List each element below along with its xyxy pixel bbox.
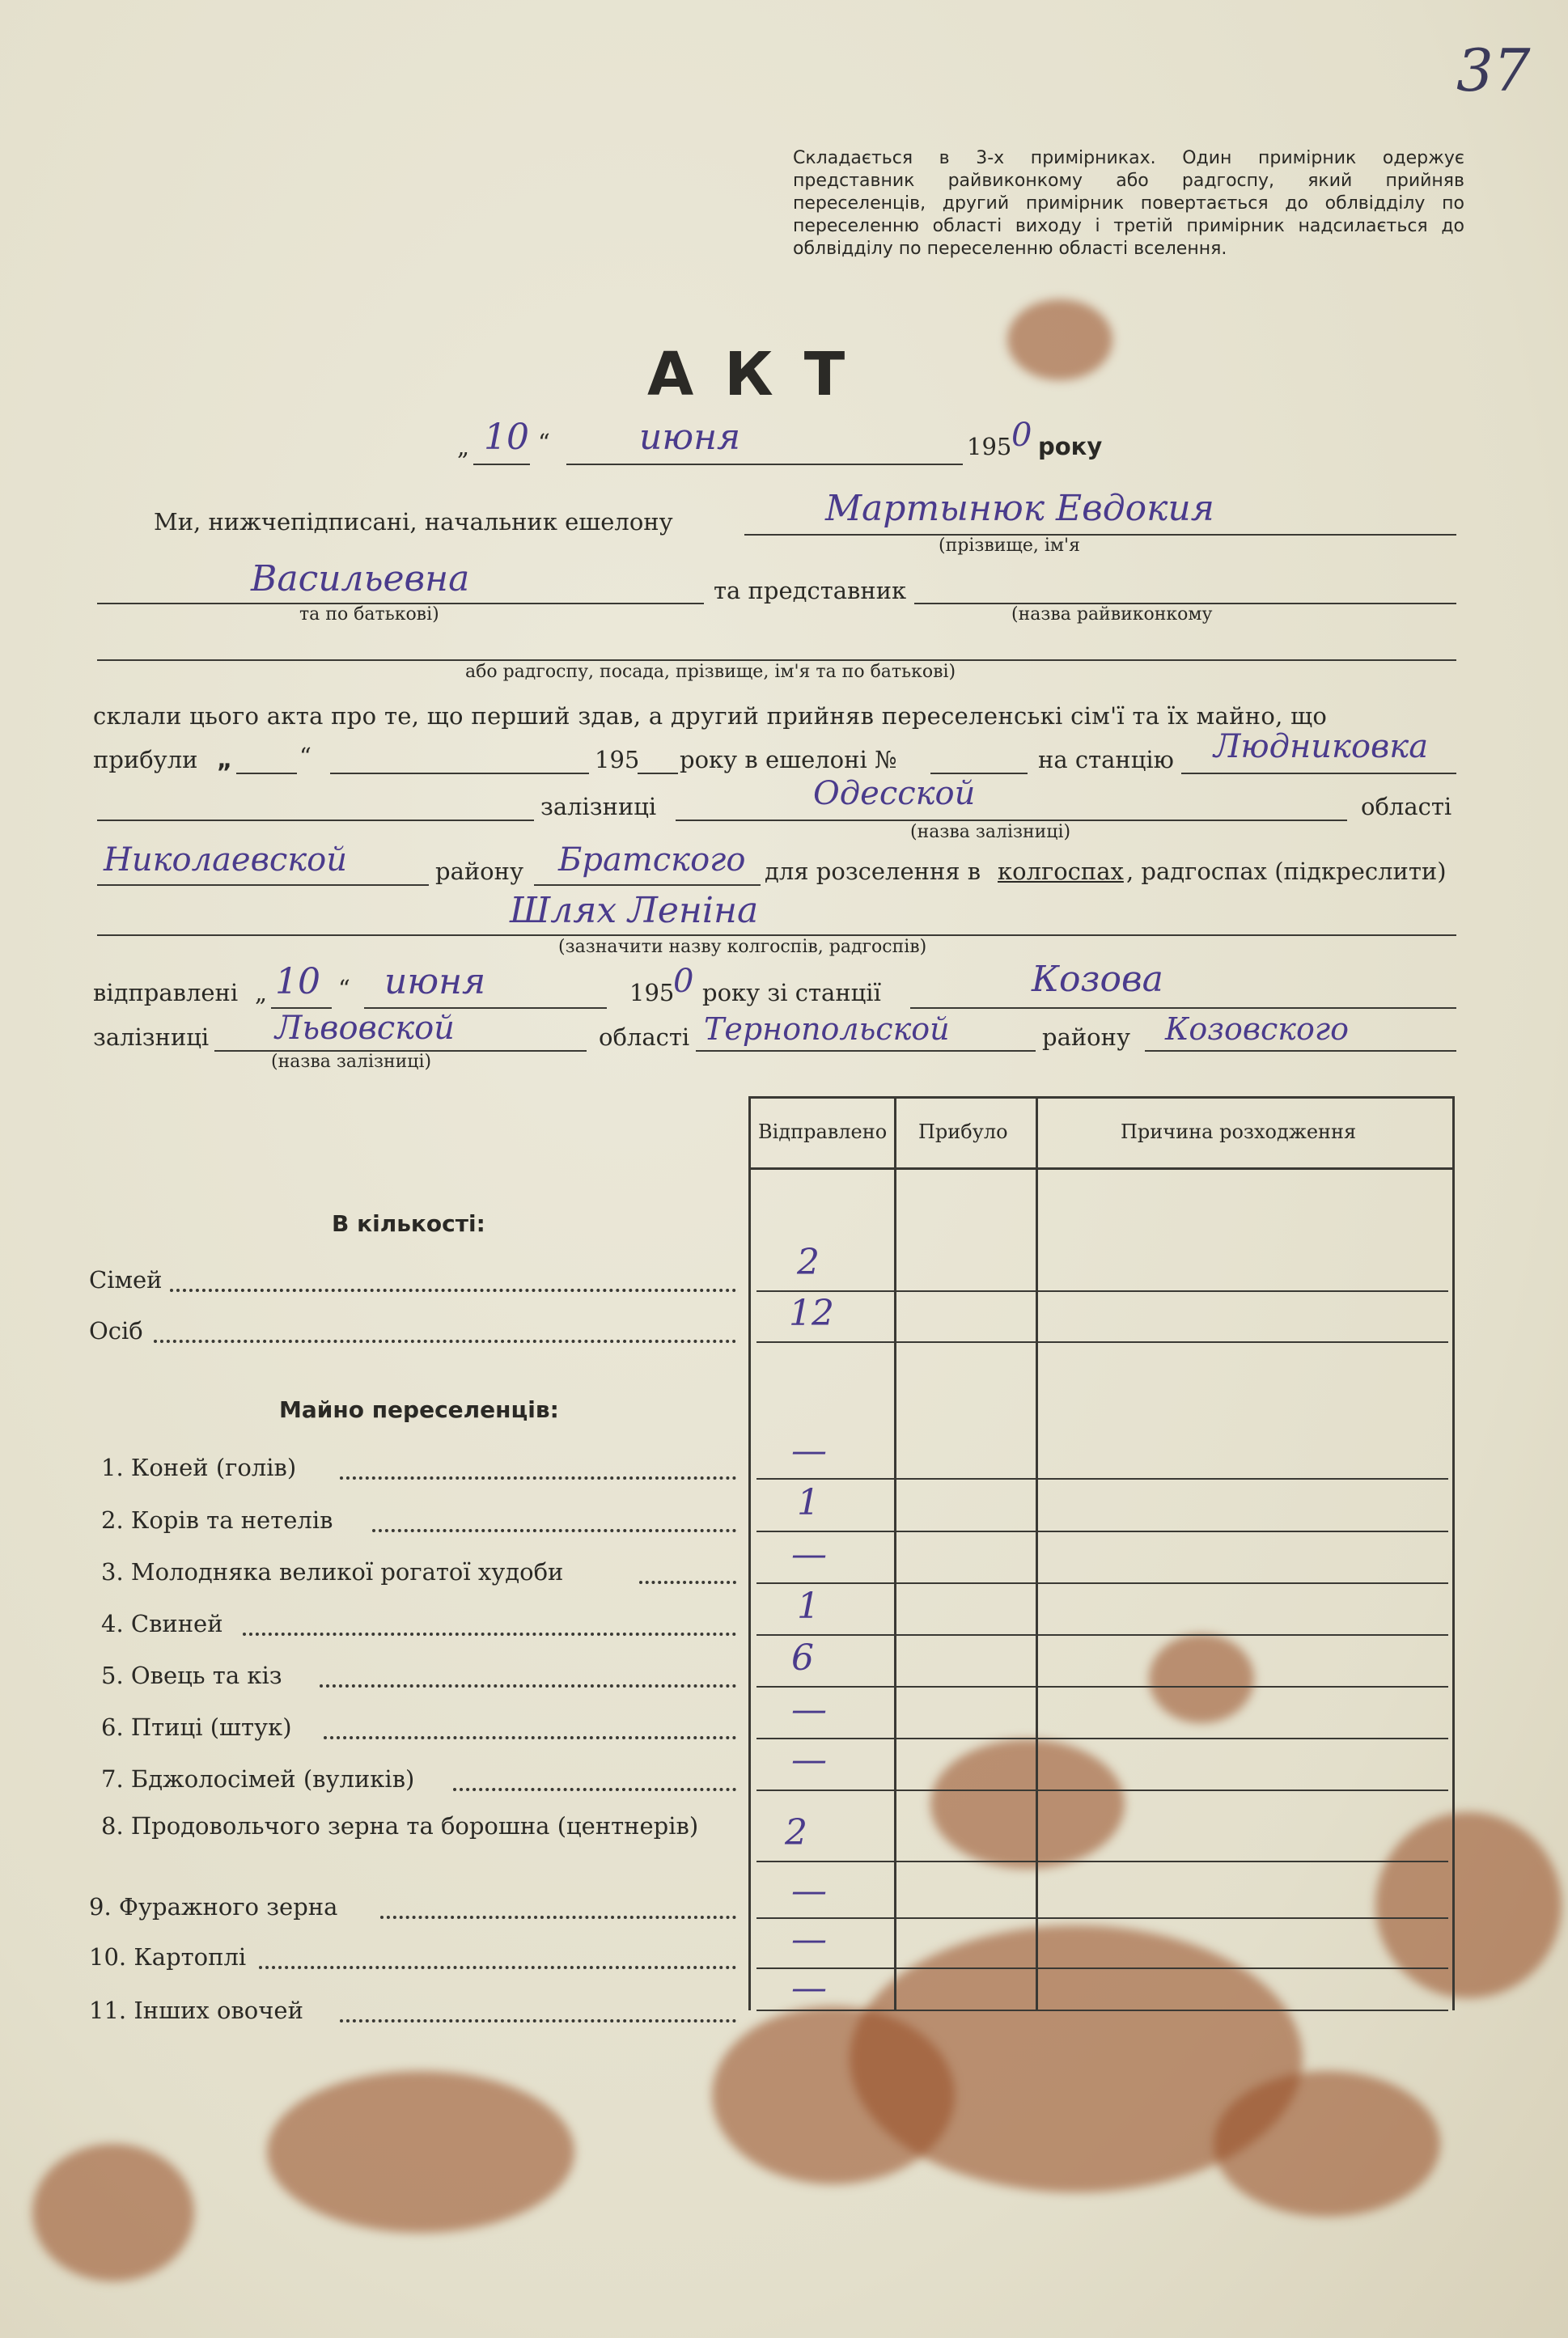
row-sent-families: 2: [797, 1242, 820, 1283]
date-suffix: року: [1038, 433, 1103, 460]
stain: [1375, 1812, 1562, 1998]
row-label-families: Сімей: [89, 1266, 163, 1294]
stain: [267, 2071, 574, 2233]
chief-hint-1: (прізвище, ім'я: [939, 536, 1080, 556]
row-label-10: 10. Картоплі: [89, 1943, 247, 1971]
row-label-11: 11. Інших овочей: [89, 1997, 303, 2024]
row-sent-9: —: [791, 1870, 827, 1912]
row-sent-7: —: [791, 1739, 827, 1781]
row-sent-3: —: [791, 1534, 827, 1575]
arrival-railway-hint: (назва залізниці): [910, 822, 1071, 842]
stain: [1007, 299, 1112, 380]
stain: [1149, 1634, 1254, 1723]
sent-oblast: Тернопольской: [704, 1011, 950, 1047]
sent-railway: Львовской: [275, 1010, 455, 1047]
row-label-8: 8. Продовольчого зерна та борошна (центнерів): [101, 1812, 699, 1840]
arrival-railway: Одесской: [813, 775, 976, 812]
arrival-station: Людниковка: [1214, 728, 1429, 765]
sent-quote-close: “: [338, 975, 350, 1002]
date-year-digit: 0: [1011, 417, 1032, 454]
table-header-border: [748, 1167, 1455, 1170]
document-title: АКТ: [647, 340, 876, 409]
row-sent-10: —: [791, 1919, 827, 1960]
sent-year-digit: 0: [673, 963, 694, 1000]
date-open-quote: „: [457, 433, 470, 460]
chief-patronymic: Васильевна: [251, 558, 470, 599]
section-quantity: В кількості:: [332, 1210, 485, 1237]
sent-railway-label: залізниці: [93, 1023, 210, 1051]
date-close-quote: “: [538, 429, 550, 456]
sent-month: июня: [384, 961, 486, 1002]
sent-district: Козовского: [1165, 1011, 1349, 1047]
row-label-2: 2. Корів та нетелів: [101, 1506, 333, 1534]
row-label-7: 7. Бджолосімей (вуликів): [101, 1765, 415, 1793]
stain: [712, 2006, 955, 2184]
stain: [1214, 2071, 1440, 2217]
stain: [930, 1739, 1125, 1869]
arrived-quote-close: “: [299, 743, 311, 770]
rep-hint-1: (назва райвиконкому: [1011, 604, 1213, 625]
header-reason: Причина розходження: [1121, 1120, 1357, 1143]
settle-rest: , радгоспах (підкреслити): [1126, 858, 1447, 885]
date-day: 10: [484, 417, 529, 458]
header-sent: Відправлено: [758, 1120, 888, 1143]
header-arrived: Прибуло: [918, 1120, 1008, 1143]
instruction-note: Складається в 3-х примірниках. Один примірник одержує представник райвиконкому або радгоспу, який прийняв переселенців, другий примірник повертається до облвідділу по переселенню області виходу і третій примірник надсилається до облвідділу по переселенню області вселення.: [793, 148, 1464, 259]
row-label-1: 1. Коней (голів): [101, 1454, 297, 1481]
sent-year-prefix: 195: [629, 979, 675, 1006]
settle-text: для розселення в: [765, 858, 981, 885]
row-sent-8: 2: [785, 1812, 807, 1853]
kolkhoz-word: колгоспах: [998, 858, 1124, 885]
page-number: 37: [1456, 36, 1531, 104]
sent-district-label: району: [1042, 1023, 1131, 1051]
row-label-persons: Осіб: [89, 1317, 143, 1345]
row-sent-4: 1: [797, 1586, 820, 1627]
sent-railway-hint: (назва залізниці): [271, 1052, 432, 1072]
row-sent-2: 1: [797, 1482, 820, 1523]
row-label-3: 3. Молодняка великої рогатої худоби: [101, 1558, 564, 1586]
date-month: июня: [639, 417, 741, 458]
to-station-label: на станцію: [1038, 746, 1174, 773]
arrival-district-label: району: [435, 858, 524, 885]
kolkhoz-name: Шлях Леніна: [510, 890, 759, 931]
signers-intro: Ми, нижчепідписані, начальник ешелону: [154, 508, 673, 536]
arrived-year: 195: [595, 746, 640, 773]
row-sent-persons: 12: [789, 1293, 834, 1334]
arrived-label: прибули: [93, 746, 198, 773]
arrival-oblast-label: області: [1361, 793, 1452, 820]
stain: [32, 2144, 194, 2281]
from-station-label: року зі станції: [702, 979, 881, 1006]
chief-name: Мартынюк Евдокия: [825, 488, 1214, 529]
row-label-6: 6. Птиці (штук): [101, 1713, 292, 1741]
row-sent-11: —: [791, 1967, 827, 2009]
sent-oblast-label: області: [599, 1023, 690, 1051]
table-top-border: [748, 1096, 1455, 1099]
row-label-9: 9. Фуражного зерна: [89, 1893, 338, 1921]
arrived-year-suffix: року в ешелоні №: [680, 746, 897, 773]
section-property: Майно переселенців:: [279, 1396, 559, 1423]
arrived-quote-open: „: [217, 746, 233, 773]
kolkhoz-hint: (зазначити назву колгоспів, радгоспів): [558, 937, 927, 957]
and-representative: та представник: [714, 577, 907, 604]
rep-hint-2: або радгоспу, посада, прізвище, ім'я та по батькові): [465, 662, 956, 682]
row-sent-6: —: [791, 1689, 827, 1730]
arrival-oblast: Николаевской: [104, 841, 348, 879]
row-label-4: 4. Свиней: [101, 1610, 223, 1637]
sent-station: Козова: [1032, 959, 1163, 1000]
arrival-district: Братского: [558, 841, 746, 879]
sent-label: відправлені: [93, 979, 239, 1006]
body-text: склали цього акта про те, що перший здав, а другий прийняв переселенські сім'ї та їх майно, що: [93, 702, 1328, 730]
row-label-5: 5. Овець та кіз: [101, 1662, 282, 1689]
row-sent-5: 6: [791, 1637, 814, 1679]
sent-quote-open: „: [255, 979, 268, 1006]
date-year-prefix: 195: [967, 433, 1012, 460]
row-sent-1: —: [791, 1430, 827, 1472]
arrival-railway-label: залізниці: [540, 793, 657, 820]
chief-hint-2: та по батькові): [299, 604, 439, 625]
sent-day: 10: [275, 961, 320, 1002]
